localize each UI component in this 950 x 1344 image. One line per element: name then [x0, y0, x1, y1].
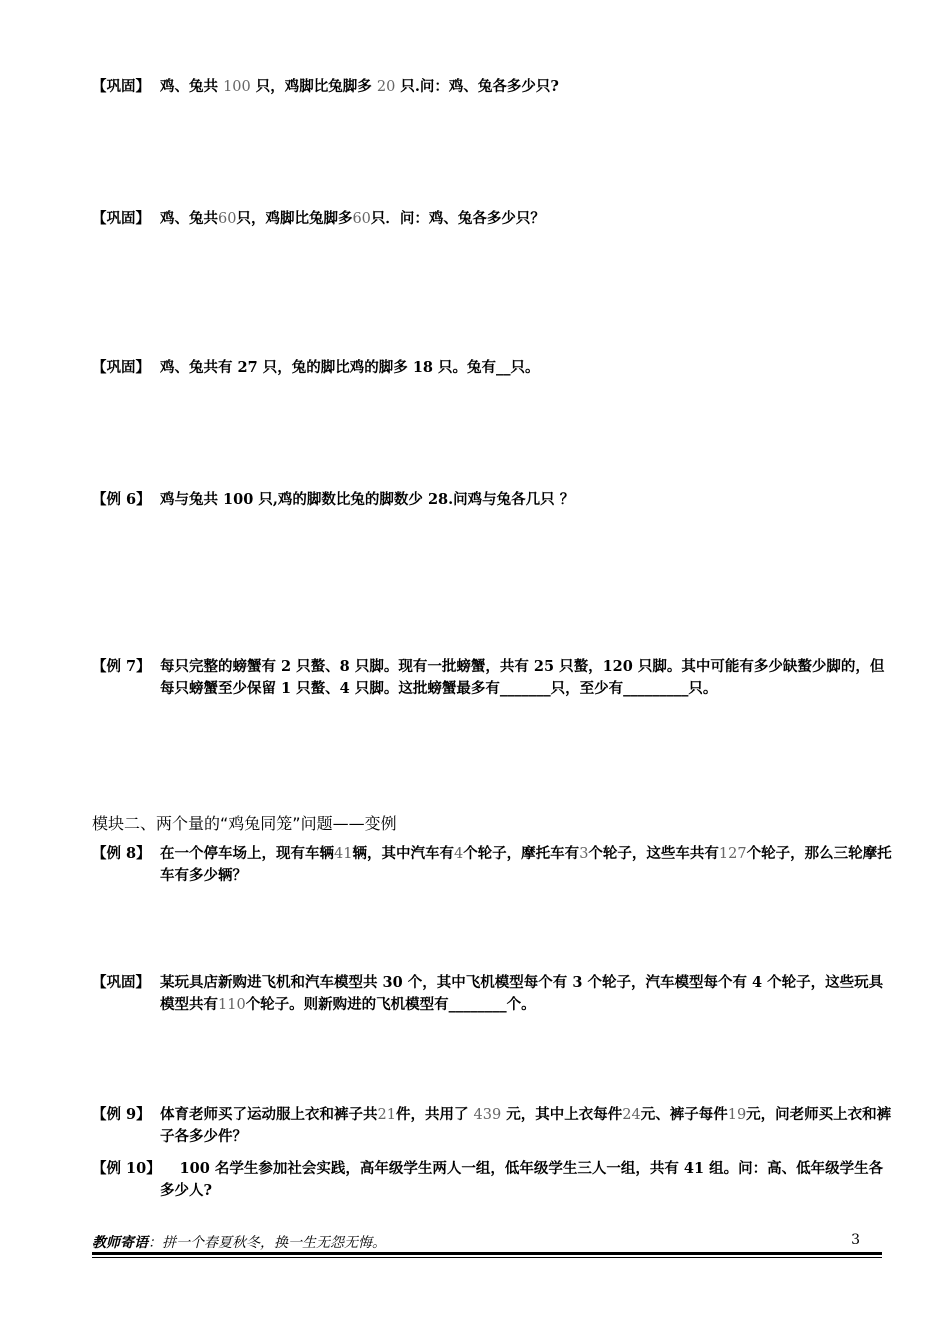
footer-label: 教师寄语: [92, 1235, 148, 1251]
question-text: 鸡、兔共 100 只，鸡脚比兔脚多 20 只.问：鸡、兔各多少只?: [160, 78, 559, 95]
example-8: [92, 843, 892, 887]
example-6: [92, 489, 892, 511]
question-tag: 【例 10】: [92, 1160, 161, 1177]
question-tag: 【巩固】: [92, 359, 150, 376]
question-tag: 【巩固】: [92, 974, 150, 991]
question-tag: 【例 9】: [92, 1106, 151, 1123]
question-tag: 【例 8】: [92, 845, 151, 862]
section-heading: 模块二、两个量的“鸡兔同笼”问题——变例: [92, 814, 397, 833]
footer-rule-thin: [92, 1257, 882, 1258]
question-text: 100 名学生参加社会实践，高年级学生两人一组，低年级学生三人一组，共有 41 组。问：高、低年级学生各多少人?: [160, 1160, 884, 1199]
question-tag: 【巩固】: [92, 78, 150, 95]
question-text: 鸡与兔共 100 只,鸡的脚数比兔的脚数少 28.问鸡与兔各几只 ？: [160, 491, 575, 508]
question-text: 鸡、兔共有 27 只，兔的脚比鸡的脚多 18 只。兔有__只。: [160, 359, 540, 376]
question-text: 某玩具店新购进飞机和汽车模型共 30 个，其中飞机模型每个有 3 个轮子，汽车模型每个有 4 个轮子，这些玩具模型共有110个轮子。则新购进的飞机模型有________个。: [160, 974, 884, 1013]
question-consolidate-3: [92, 357, 892, 379]
question-text: 在一个停车场上，现有车辆41辆，其中汽车有4个轮子，摩托车有3个轮子，这些车共有127个轮子，那么三轮摩托车有多少辆？: [160, 845, 892, 884]
question-consolidate-2: [92, 208, 892, 230]
question-tag: 【巩固】: [92, 210, 150, 227]
page-footer: [92, 1232, 882, 1254]
question-tag: 【例 7】: [92, 658, 151, 675]
question-consolidate-4: [92, 972, 892, 1016]
example-7: [92, 656, 892, 700]
question-consolidate-1: [92, 76, 892, 98]
footer-rule-thick: [92, 1252, 882, 1255]
question-text: 每只完整的螃蟹有 2 只螯、8 只脚。现有一批螃蟹，共有 25 只螯，120 只脚。其中可能有多少缺螯少脚的，但每只螃蟹至少保留 1 只螯、4 只脚。这批螃蟹最多有_______只，至少有_________只。: [160, 658, 885, 697]
question-text: 鸡、兔共60只，鸡脚比兔脚多60只．问：鸡、兔各多少只？: [160, 210, 545, 227]
example-10: [92, 1158, 892, 1202]
page-number: 3: [851, 1232, 860, 1248]
footer-motto-text: ：拼一个春夏秋冬，换一生无怨无悔。: [148, 1235, 386, 1251]
question-tag: 【例 6】: [92, 491, 151, 508]
teacher-motto: [92, 1232, 386, 1252]
example-9: [92, 1104, 892, 1148]
question-text: 体育老师买了运动服上衣和裤子共21件，共用了 439 元，其中上衣每件24元、裤子每件19元，问老师买上衣和裤子各多少件？: [160, 1106, 892, 1145]
